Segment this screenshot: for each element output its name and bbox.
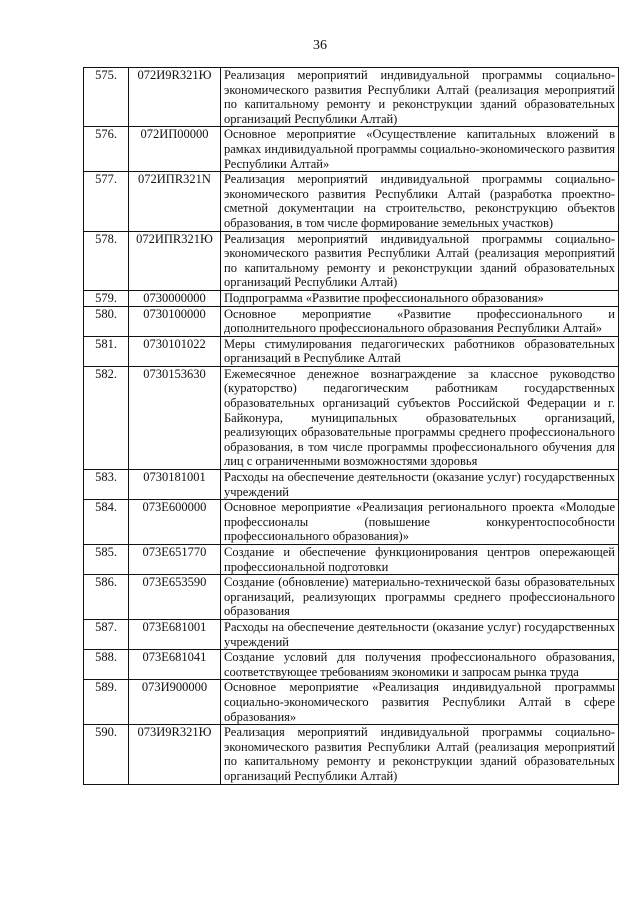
- row-code: 0730101022: [129, 336, 221, 366]
- table-row: [84, 650, 619, 680]
- table-row: [84, 725, 619, 784]
- row-number: 579.: [84, 290, 129, 306]
- row-code: 073Е653590: [129, 575, 221, 620]
- table-row: [84, 231, 619, 290]
- row-number: 583.: [84, 470, 129, 500]
- row-description: Создание (обновление) материально-технической базы образовательных организаций, реализующих программы среднего профессионального образования: [221, 575, 619, 620]
- row-code: 073Е681001: [129, 619, 221, 649]
- row-number: 577.: [84, 172, 129, 231]
- row-description: Ежемесячное денежное вознаграждение за классное руководство (кураторство) педагогическим работникам государственных образовательных организаций субъектов Российской Федерации и г. Байконура, муниципальных образовательных организаций, реализующих образовательные программы среднего профессионального образования, в том числе программы профессионального обучения для лиц с ограниченными возможностями здоровья: [221, 366, 619, 469]
- row-description: Реализация мероприятий индивидуальной программы социально-экономического развития Республики Алтай (реализация мероприятий по капитальному ремонту и реконструкции зданий образовательных организаций Республики Алтай): [221, 68, 619, 127]
- table-row: [84, 306, 619, 336]
- table-row: [84, 545, 619, 575]
- table-row: [84, 336, 619, 366]
- row-code: 0730181001: [129, 470, 221, 500]
- row-number: 581.: [84, 336, 129, 366]
- row-description: Основное мероприятие «Реализация регионального проекта «Молодые профессионалы (повышение конкурентоспособности профессионального образования)»: [221, 500, 619, 545]
- row-code: 0730153630: [129, 366, 221, 469]
- row-number: 589.: [84, 680, 129, 725]
- row-description: Реализация мероприятий индивидуальной программы социально-экономического развития Республики Алтай (реализация мероприятий по капитальному ремонту и реконструкции зданий образовательных организаций Республики Алтай): [221, 725, 619, 784]
- row-code: 072ИПR321Ю: [129, 231, 221, 290]
- row-description: Реализация мероприятий индивидуальной программы социально-экономического развития Республики Алтай (разработка проектно-сметной документации на строительство, реконструкцию объектов образования, в том числе формирование земельных участков): [221, 172, 619, 231]
- row-code: 0730100000: [129, 306, 221, 336]
- row-number: 588.: [84, 650, 129, 680]
- row-number: 576.: [84, 127, 129, 172]
- row-code: 072ИПR321N: [129, 172, 221, 231]
- row-number: 584.: [84, 500, 129, 545]
- row-code: 073Е651770: [129, 545, 221, 575]
- row-code: 073И9R321Ю: [129, 725, 221, 784]
- table-row: [84, 366, 619, 469]
- table-row: [84, 575, 619, 620]
- table-row: [84, 619, 619, 649]
- table-row: [84, 127, 619, 172]
- row-description: Основное мероприятие «Реализация индивидуальной программы социально-экономического развития Республики Алтай в сфере образования»: [221, 680, 619, 725]
- row-number: 587.: [84, 619, 129, 649]
- row-description: Расходы на обеспечение деятельности (оказание услуг) государственных учреждений: [221, 470, 619, 500]
- page-number: 36: [313, 38, 327, 53]
- row-code: 073Е600000: [129, 500, 221, 545]
- row-description: Создание и обеспечение функционирования центров опережающей профессиональной подготовки: [221, 545, 619, 575]
- row-description: Подпрограмма «Развитие профессионального образования»: [221, 290, 619, 306]
- budget-codes-table: [83, 67, 619, 785]
- row-code: 0730000000: [129, 290, 221, 306]
- table-row: [84, 500, 619, 545]
- row-description: Основное мероприятие «Осуществление капитальных вложений в рамках индивидуальной программы социально-экономического развития Республики Алтай»: [221, 127, 619, 172]
- row-code: 072И9R321Ю: [129, 68, 221, 127]
- row-number: 582.: [84, 366, 129, 469]
- row-number: 586.: [84, 575, 129, 620]
- row-number: 580.: [84, 306, 129, 336]
- table-row: [84, 680, 619, 725]
- row-number: 578.: [84, 231, 129, 290]
- row-number: 575.: [84, 68, 129, 127]
- table-row: [84, 172, 619, 231]
- row-number: 585.: [84, 545, 129, 575]
- row-code: 073Е681041: [129, 650, 221, 680]
- row-description: Основное мероприятие «Развитие профессионального и дополнительного профессионального образования Республики Алтай»: [221, 306, 619, 336]
- table-row: [84, 290, 619, 306]
- row-code: 073И900000: [129, 680, 221, 725]
- row-code: 072ИП00000: [129, 127, 221, 172]
- row-number: 590.: [84, 725, 129, 784]
- row-description: Реализация мероприятий индивидуальной программы социально-экономического развития Республики Алтай (реализация мероприятий по капитальному ремонту и реконструкции зданий образовательных организаций Республики Алтай): [221, 231, 619, 290]
- row-description: Расходы на обеспечение деятельности (оказание услуг) государственных учреждений: [221, 619, 619, 649]
- table-row: [84, 470, 619, 500]
- row-description: Меры стимулирования педагогических работников образовательных организаций в Республике Алтай: [221, 336, 619, 366]
- row-description: Создание условий для получения профессионального образования, соответствующее требованиям экономики и запросам рынка труда: [221, 650, 619, 680]
- table-row: [84, 68, 619, 127]
